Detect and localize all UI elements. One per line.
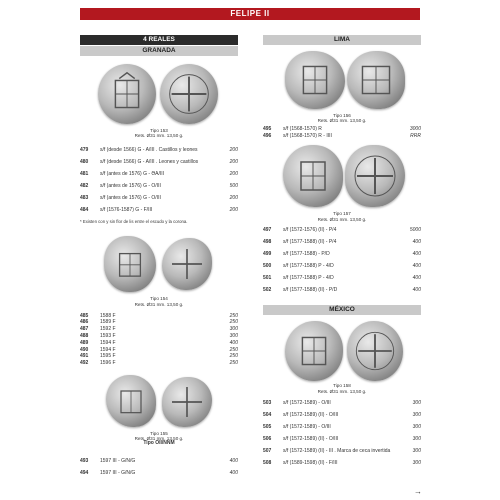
left-column (80, 35, 238, 479)
item-number: 482 (80, 182, 89, 189)
coin-pair-type-156 (263, 49, 421, 113)
catalog-row (80, 192, 238, 204)
item-desc: s/f (1577-1588) - P/D (283, 251, 330, 258)
catalog-row (263, 272, 421, 284)
item-number: 493 (80, 457, 89, 464)
catalog-row (263, 284, 421, 296)
item-price: 300 (229, 326, 238, 333)
item-number: 490 (80, 346, 89, 353)
item-price: 300 (229, 332, 238, 339)
item-desc: s/f (1572-1589) - O/III (283, 400, 331, 407)
coin-obverse-image (104, 236, 156, 292)
catalog-row (263, 126, 421, 133)
item-price: 250 (229, 319, 238, 326)
item-price: 250 (229, 312, 238, 319)
catalog-row (80, 319, 238, 326)
type-ref: Rets. Ø31 mm. 13,50 g. (317, 216, 367, 222)
item-desc: s/f (1572-1576) (II) - P/4 (283, 227, 337, 234)
catalog-row (80, 326, 238, 333)
coin-obverse-image (98, 64, 156, 124)
coin-reverse-image (162, 238, 212, 290)
item-desc: s/f (1572-1589) (II) - O/III (283, 436, 339, 443)
type-ref: Rets. Ø31 mm. 13,50 g. (134, 133, 184, 139)
item-number: 484 (80, 206, 89, 213)
item-price: 400 (229, 339, 238, 346)
item-number: 508 (263, 460, 272, 467)
item-price: 250 (229, 360, 238, 367)
coin-reverse-image (347, 321, 403, 381)
type-label: Tipo 154 (150, 296, 168, 302)
item-price: 3000 (409, 126, 421, 133)
item-price: 200 (229, 158, 238, 165)
type-ref: Rets. Ø31 mm. 13,50 g. (134, 301, 184, 307)
item-number: 502 (263, 287, 272, 294)
item-number: 500 (263, 263, 272, 270)
subheader-granada: GRANADA (80, 46, 238, 56)
catalog-row (80, 353, 238, 360)
item-price: 200 (229, 194, 238, 201)
item-desc: s/f (1577-1588) (II) - P/4 (283, 239, 337, 246)
item-desc: 1597 III - G/N/G (100, 457, 136, 464)
catalog-row (80, 455, 238, 467)
item-number: 503 (263, 400, 272, 407)
item-price: 5000 (409, 227, 421, 234)
item-desc: 1588 F (100, 312, 116, 319)
coin-pair-type-154 (80, 236, 238, 296)
coin-obverse-image (106, 375, 156, 427)
catalog-row (263, 260, 421, 272)
type-label: Tipo 156 (333, 113, 351, 118)
catalog-row (80, 156, 238, 168)
item-desc: 1594 F (100, 346, 116, 353)
item-price: 300 (412, 424, 421, 431)
coin-obverse-image (285, 321, 343, 381)
catalog-row (80, 360, 238, 367)
item-price: 250 (229, 346, 238, 353)
item-desc: 1589 F (100, 319, 116, 326)
item-price: RRR (410, 133, 421, 139)
item-price: 200 (229, 206, 238, 213)
catalog-row (263, 248, 421, 260)
item-price: 300 (412, 460, 421, 467)
item-number: 506 (263, 436, 272, 443)
catalog-list (80, 312, 238, 366)
type-label: Tipo 157 (333, 211, 351, 217)
catalog-list (263, 126, 421, 140)
item-desc: 1592 F (100, 326, 116, 333)
type-ref: Rets. Ø31 mm. 13,50 g. (317, 118, 367, 124)
catalog-row (80, 312, 238, 319)
ruler-title-bar (80, 8, 420, 20)
item-desc: 1597 III - G/N/G (100, 469, 136, 476)
item-number: 481 (80, 170, 89, 177)
catalog-row (80, 168, 238, 180)
catalog-row (263, 457, 421, 469)
coin-pair-type-157 (263, 145, 421, 211)
item-price: 200 (229, 146, 238, 153)
item-price: 300 (412, 448, 421, 455)
coin-reverse-image (160, 64, 218, 124)
item-desc: s/f (antes de 1576) G - ƏA/III (100, 170, 165, 177)
item-price: 300 (412, 436, 421, 443)
subheader-lima: LIMA (263, 35, 421, 45)
catalog-row (80, 467, 238, 479)
item-desc: s/f (antes de 1576) G - O/III (100, 194, 161, 201)
item-number: 498 (263, 239, 272, 246)
catalog-row (263, 397, 421, 409)
catalog-row (80, 333, 238, 340)
item-desc: s/f (1568-1570) R - IIII (283, 133, 332, 139)
item-number: 488 (80, 332, 89, 339)
item-number: 491 (80, 353, 89, 360)
subheader-mexico: MÉXICO (263, 305, 421, 315)
item-desc: 1594 F (100, 339, 116, 346)
item-desc: 1593 F (100, 332, 116, 339)
item-price: 400 (412, 251, 421, 258)
coin-pair-type-155 (80, 375, 238, 431)
item-price: 500 (229, 182, 238, 189)
coin-obverse-image (283, 145, 343, 207)
type-label: Tipo 153 (150, 128, 168, 133)
catalog-list (80, 144, 238, 216)
catalog-row (263, 224, 421, 236)
item-desc: s/f (antes de 1576) G - O/III (100, 182, 161, 189)
coin-reverse-image (347, 51, 405, 109)
item-number: 504 (263, 412, 272, 419)
item-price: 400 (412, 275, 421, 282)
catalog-row (263, 421, 421, 433)
item-price: 200 (229, 170, 238, 177)
item-price: 400 (412, 239, 421, 246)
item-desc: s/f (1572-1589) (II) - O/III (283, 412, 339, 419)
item-desc: s/f (1577-1588) P - 4/D (283, 275, 334, 282)
item-desc: s/f (1576-1587) G - F/III (100, 206, 153, 213)
catalog-row (80, 339, 238, 346)
right-column (263, 35, 421, 469)
footnote: * Existen con y sin flor de lis entre el escudo y la corona. (80, 218, 188, 224)
catalog-list (80, 455, 238, 479)
item-price: 400 (229, 469, 238, 476)
catalog-row (263, 409, 421, 421)
coin-pair-type-158 (263, 321, 421, 383)
item-desc: 1595 F (100, 353, 116, 360)
coin-reverse-image (345, 145, 405, 207)
catalog-row (80, 204, 238, 216)
item-number: 496 (263, 133, 272, 139)
type-ref: Rets. Ø31 mm. 13,50 g. (134, 435, 184, 441)
catalog-list (263, 397, 421, 469)
item-desc: s/f (1577-1588) (II) - P/D (283, 287, 338, 294)
catalog-list (263, 224, 421, 296)
item-price: 400 (412, 287, 421, 294)
item-number: 492 (80, 360, 89, 367)
item-desc: s/f (1572-1589) - O/III (283, 424, 331, 431)
catalog-row (80, 180, 238, 192)
item-desc: s/f (1589-1598) (II) - F/III (283, 460, 338, 467)
item-number: 483 (80, 194, 89, 201)
item-number: 495 (263, 126, 272, 133)
item-desc: s/f (desde 1566) G - A/III . Leones y castillos (100, 158, 199, 165)
item-number: 497 (263, 227, 272, 234)
item-price: 300 (412, 412, 421, 419)
next-page-arrow-icon[interactable]: → (414, 487, 422, 496)
item-number: 507 (263, 448, 272, 455)
item-price: 300 (412, 400, 421, 407)
catalog-row (263, 133, 421, 140)
item-price: 400 (229, 457, 238, 464)
coin-reverse-image (162, 377, 212, 427)
catalog-row (263, 236, 421, 248)
page-title: FELIPE II (230, 9, 270, 18)
item-number: 480 (80, 158, 89, 165)
type-label: Tipo 155 (150, 430, 168, 436)
catalog-row (263, 433, 421, 445)
type-name: Tipo OII/NNM (143, 440, 175, 447)
item-number: 505 (263, 424, 272, 431)
catalog-row (263, 445, 421, 457)
item-desc: s/f (1577-1588) P - 4/D (283, 263, 334, 270)
item-desc: s/f (desde 1566) G - A/III . Castillos y leones (100, 146, 198, 153)
item-number: 489 (80, 339, 89, 346)
item-number: 485 (80, 312, 89, 319)
catalog-row (80, 346, 238, 353)
item-desc: s/f (1568-1570) R (283, 126, 322, 133)
section-header-4-reales: 4 REALES (80, 35, 238, 45)
coin-obverse-image (285, 51, 345, 109)
item-number: 487 (80, 326, 89, 333)
item-number: 479 (80, 146, 89, 153)
item-price: 400 (412, 263, 421, 270)
type-ref: Rets. Ø31 mm. 13,50 g. (317, 388, 367, 394)
item-number: 499 (263, 251, 272, 258)
item-desc: s/f (1572-1589) (II) - III . Marca de ceca invertida (283, 448, 391, 455)
item-number: 494 (80, 469, 89, 476)
item-desc: 1596 F (100, 360, 116, 367)
type-label: Tipo 158 (333, 383, 351, 389)
item-number: 486 (80, 319, 89, 326)
item-price: 250 (229, 353, 238, 360)
item-number: 501 (263, 275, 272, 282)
catalog-row (80, 144, 238, 156)
coin-pair-type-153 (80, 62, 238, 128)
